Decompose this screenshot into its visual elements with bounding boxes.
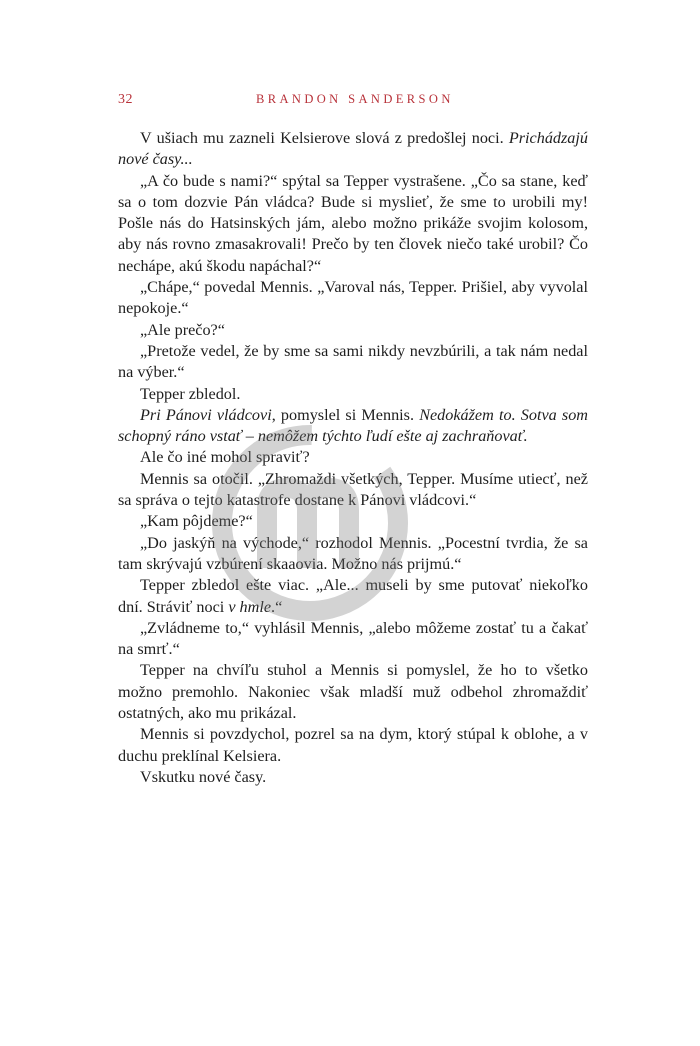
text-segment: „Do jaskýň na východe,“ rozhodol Mennis. „Pocestní tvrdia, že sa tam skrývajú vzbúrení skaaovia. Možno nás prijmú.“ [118, 533, 588, 573]
text-segment: Ale čo iné mohol spraviť? [140, 448, 310, 467]
paragraph [118, 469, 588, 512]
text-segment: Tepper zbledol. [140, 384, 241, 403]
page-number: 32 [118, 92, 133, 107]
text-segment: Tepper zbledol ešte viac. „Ale... museli by sme putovať niekoľko dní. Stráviť noci [118, 576, 588, 616]
text-segment: Mennis sa otočil. „Zhromaždi všetkých, Tepper. Musíme utiecť, než sa správa o tejto katastrofe dostane k Pánovi vládcovi.“ [118, 469, 588, 510]
text-segment: Mennis si povzdychol, pozrel sa na dym, ktorý stúpal k oblohe, a v duchu preklínal Kelsiera. [118, 725, 588, 765]
paragraph [118, 618, 588, 661]
paragraph [118, 533, 588, 576]
paragraph [118, 511, 588, 532]
paragraph [118, 405, 588, 448]
text-segment: Tepper na chvíľu stuhol a Mennis si pomyslel, že ho to všetko možno premohlo. Nakoniec však mladší muž odbehol zhromaždiť ostatných, ako mu prikázal. [118, 661, 588, 723]
paragraph [118, 447, 588, 468]
italic-text: Nedokážem to. Sotva som schopný ráno vstať – nemôžem týchto ľudí ešte aj zachraňovať. [118, 405, 588, 446]
italic-text: Prichádzajú nové časy... [118, 129, 588, 169]
text-segment: „A čo bude s nami?“ spýtal sa Tepper vystrašene. „Čo sa stane, keď sa o tom dozvie Pán vládca? Bude si myslieť, že sme to urobili my! Pošle nás do Hatsinských jám, alebo možno prikáže svojim kolosom, aby nás rovno zmasakrovali! Prečo by ten človek niečo také urobil? Čo nechápe, akú škodu napáchal?“ [118, 171, 588, 275]
text-segment: „Zvládneme to,“ vyhlásil Mennis, „alebo môžeme zostať tu a čakať na smrť.“ [118, 618, 588, 659]
text-segment: V ušiach mu zazneli Kelsierove slová z predošlej noci. [140, 129, 509, 147]
text-segment: Vskutku nové časy. [140, 767, 267, 786]
page-header [118, 92, 588, 112]
paragraph [118, 384, 588, 405]
italic-text: v hmle [228, 597, 272, 616]
running-head-author: BRANDON SANDERSON [256, 92, 454, 106]
paragraph [118, 575, 588, 618]
paragraph [118, 320, 588, 341]
text-segment: .“ [271, 597, 283, 616]
paragraph [118, 171, 588, 277]
paragraph [118, 341, 588, 384]
text-segment: , pomyslel si Mennis. [271, 405, 420, 424]
body-text [118, 128, 588, 788]
text-segment: „Ale prečo?“ [140, 320, 225, 339]
paragraph [118, 724, 588, 767]
paragraph [118, 767, 588, 788]
paragraph [118, 660, 588, 724]
text-segment: „Pretože vedel, že by sme sa sami nikdy nevzbúrili, a tak nám nedal na výber.“ [118, 341, 588, 382]
italic-text: Pri Pánovi vládcovi [140, 405, 272, 424]
paragraph [118, 128, 588, 171]
text-segment: „Chápe,“ povedal Mennis. „Varoval nás, Tepper. Prišiel, aby vyvolal nepokoje.“ [118, 278, 588, 318]
paragraph [118, 277, 588, 320]
text-segment: „Kam pôjdeme?“ [140, 512, 253, 531]
